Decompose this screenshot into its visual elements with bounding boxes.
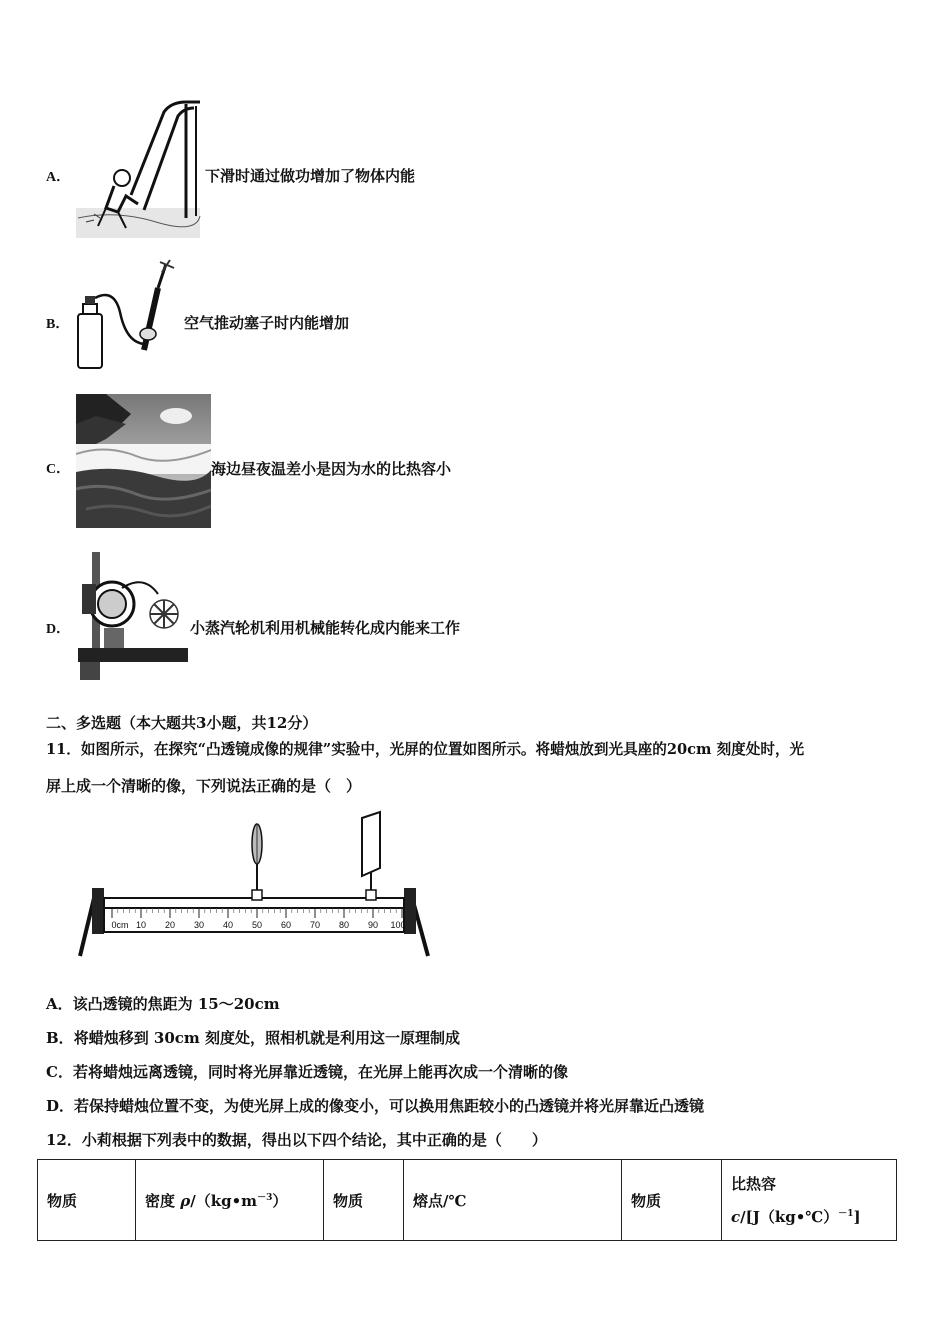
q11-option-c-text: 若将蜡烛远离透镜，同时将光屏靠近透镜，在光屏上能再次成一个清晰的像 <box>72 1063 568 1081</box>
q11-option-b <box>46 1027 460 1048</box>
bench-tick-label: 60 <box>280 920 292 930</box>
steam-turbine-image <box>74 548 190 680</box>
q11-option-b-letter: B． <box>46 1029 74 1047</box>
lens-holder <box>252 824 262 900</box>
q11-option-d-text: 若保持蜡烛位置不变，为使光屏上成的像变小，可以换用焦距较小的凸透镜并将光屏靠近凸透镜 <box>74 1097 705 1115</box>
bench-tick-label: 100 <box>390 920 406 930</box>
seashore-photo <box>76 394 211 528</box>
q12-stem: 12．小莉根据下列表中的数据，得出以下四个结论，其中正确的是（ ） <box>46 1131 547 1149</box>
option-a-text: 下滑时通过做功增加了物体内能 <box>205 167 416 185</box>
bench-tick-label: 0cm <box>111 920 129 930</box>
q11-option-b-text: 将蜡烛移到 30cm 刻度处，照相机就是利用这一原理制成 <box>73 1029 461 1047</box>
option-c-text: 海边昼夜温差小是因为水的比热容小 <box>211 460 452 478</box>
slide-child-image <box>76 100 204 238</box>
optical-bench-diagram <box>76 806 434 966</box>
table-header-cell-density: 密度 $\rho/(kg•m^{-3})$ <box>136 1160 324 1241</box>
bench-tick-label: 40 <box>222 920 234 930</box>
table-row <box>38 1160 897 1241</box>
q12-data-table <box>37 1159 897 1241</box>
q11-option-c-letter: C． <box>46 1063 73 1081</box>
bench-tick-label: 20 <box>164 920 176 930</box>
q11-option-d-letter: D． <box>46 1097 75 1115</box>
bottle-pump-image <box>74 258 186 374</box>
light-screen <box>362 812 380 900</box>
q11-stem-line1: 11．如图所示，在探究“凸透镜成像的规律”实验中，光屏的位置如图所示。将蜡烛放到光具座的20cm 刻度处时，光 <box>46 741 805 758</box>
option-a-letter: A． <box>46 170 71 185</box>
bench-tick-label: 30 <box>193 920 205 930</box>
option-d-text: 小蒸汽轮机利用机械能转化成内能来工作 <box>190 619 461 637</box>
table-header-cell: 物质 <box>324 1160 404 1241</box>
option-b-text: 空气推动塞子时内能增加 <box>184 314 350 332</box>
table-header-cell: 物质 <box>38 1160 136 1241</box>
bench-tick-label: 80 <box>338 920 350 930</box>
bench-tick-label: 10 <box>135 920 147 930</box>
q11-option-a <box>46 993 280 1014</box>
q11-option-d <box>46 1095 704 1116</box>
table-header-cell: 熔点/℃ <box>404 1160 622 1241</box>
section-heading: 二、多选题（本大题共3小题，共12分） <box>46 714 318 732</box>
q11-stem-line2: 屏上成一个清晰的像，下列说法正确的是（ ） <box>46 777 362 795</box>
bench-tick-label: 90 <box>367 920 379 930</box>
q11-option-a-text: 该凸透镜的焦距为 15～20cm <box>72 995 280 1013</box>
option-c-letter: C． <box>46 462 71 477</box>
bench-tick-label: 70 <box>309 920 321 930</box>
table-header-cell-specific-heat: 比热容 c/[J（kg•℃）$^{-1}$] <box>722 1160 897 1241</box>
option-b-letter: B． <box>46 317 70 332</box>
bench-tick-label: 50 <box>251 920 263 930</box>
q11-option-c <box>46 1061 568 1082</box>
option-d-letter: D． <box>46 622 71 637</box>
q11-option-a-letter: A． <box>46 995 73 1013</box>
table-header-cell: 物质 <box>622 1160 722 1241</box>
